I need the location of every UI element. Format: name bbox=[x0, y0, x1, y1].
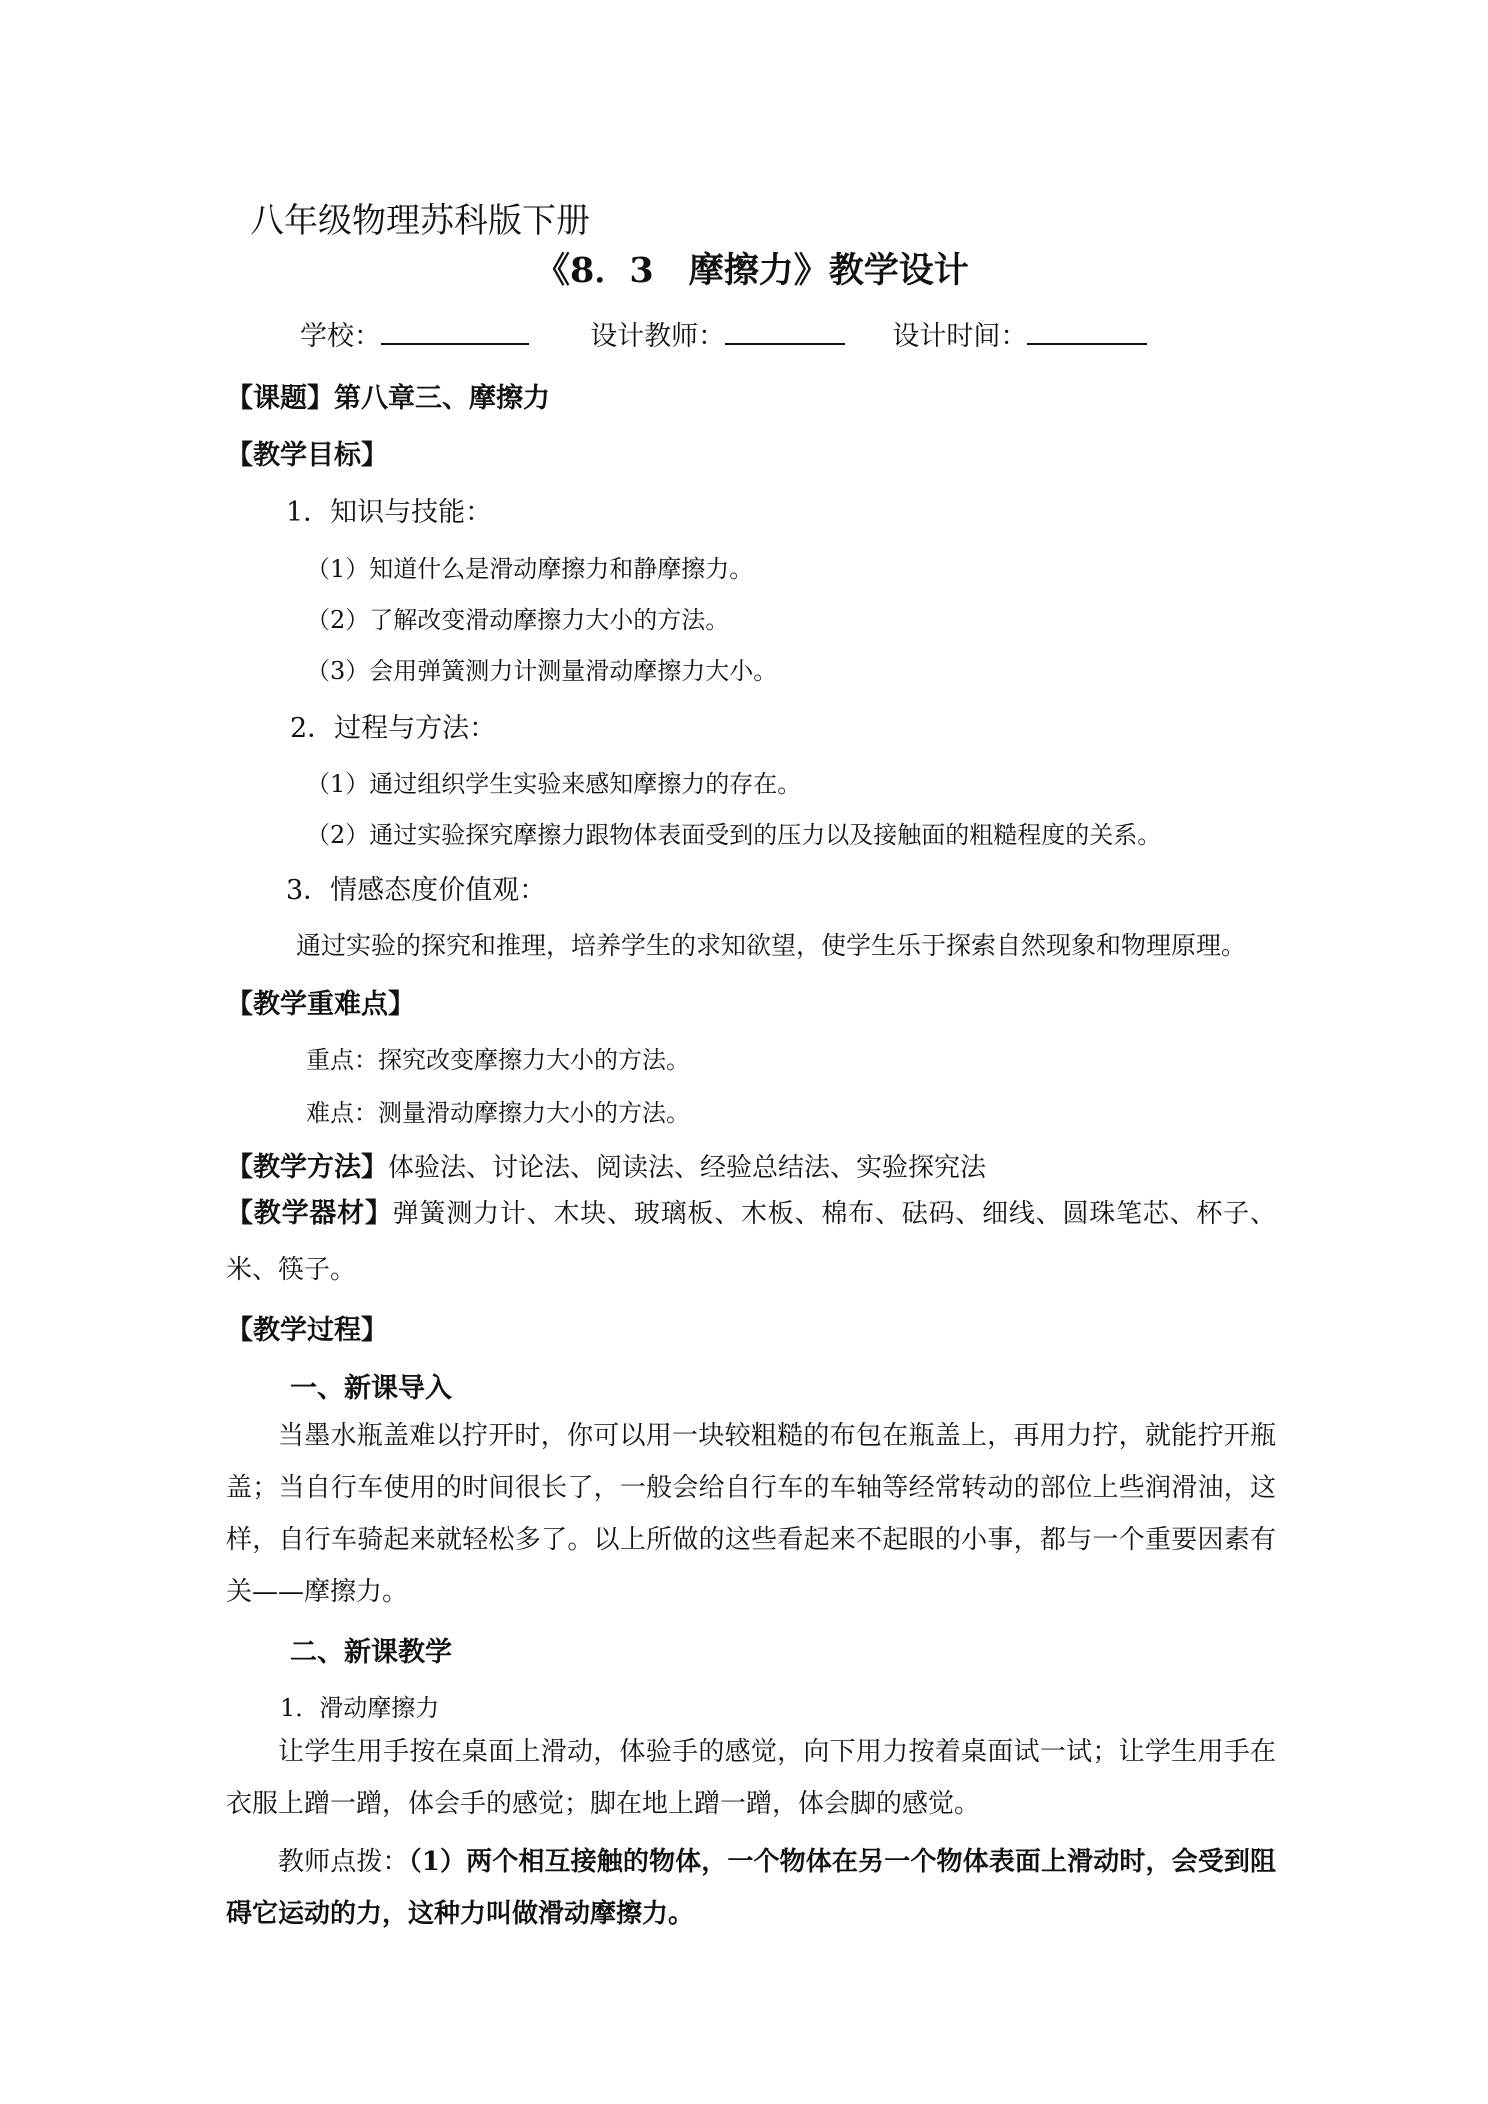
emotion-text: 通过实验的探究和推理，培养学生的求知欲望，使学生乐于探索自然现象和物理原理。 bbox=[296, 931, 1247, 960]
key-point: 重点：探究改变摩擦力大小的方法。 bbox=[306, 1046, 690, 1074]
materials-block bbox=[226, 1186, 1276, 1298]
topic-value: 第八章三、摩擦力 bbox=[334, 383, 550, 414]
document-title: 《8．3 摩擦力》教学设计 bbox=[535, 250, 969, 291]
knowledge-heading: 1．知识与技能： bbox=[286, 497, 493, 528]
process-item: （2）通过实验探究摩擦力跟物体表面受到的压力以及接触面的粗糙程度的关系。 bbox=[306, 821, 1162, 849]
difficult-point: 难点：测量滑动摩擦力大小的方法。 bbox=[306, 1099, 690, 1127]
sliding-friction-subheading: 1．滑动摩擦力 bbox=[280, 1694, 440, 1722]
methods-line bbox=[226, 1145, 986, 1184]
intro-paragraph: 当墨水瓶盖难以拧开时，你可以用一块较粗糙的布包在瓶盖上，再用力拧，就能拧开瓶盖；当自行车使用的时间很长了，一般会给自行车的车轴等经常转动的部位上些润滑油，这样，自行车骑起来就轻松多了。以上所做的这些看起来不起眼的小事，都与一个重要因素有关——摩擦力。 bbox=[226, 1421, 1276, 1607]
tip-label: 教师点拨： bbox=[278, 1847, 409, 1877]
materials-label: 【教学器材】 bbox=[226, 1198, 393, 1229]
teacher-blank bbox=[725, 315, 845, 345]
topic-line bbox=[226, 376, 550, 415]
knowledge-item: （3）会用弹簧测力计测量滑动摩擦力大小。 bbox=[306, 657, 778, 685]
knowledge-item: （1）知道什么是滑动摩擦力和静摩擦力。 bbox=[306, 555, 754, 583]
knowledge-item: （2）了解改变滑动摩擦力大小的方法。 bbox=[306, 606, 730, 634]
activity-paragraph: 让学生用手按在桌面上滑动，体验手的感觉，向下用力按着桌面试一试；让学生用手在衣服上蹭一蹭，体会手的感觉；脚在地上蹭一蹭，体会脚的感觉。 bbox=[226, 1737, 1276, 1819]
intro-heading: 一、新课导入 bbox=[290, 1373, 452, 1404]
emotion-heading: 3．情感态度价值观： bbox=[286, 875, 547, 906]
tip-text: （1）两个相互接触的物体，一个物体在另一个物体表面上滑动时，会受到阻碍它运动的力，这种力叫做滑动摩擦力。 bbox=[226, 1847, 1276, 1929]
process-section-heading: 【教学过程】 bbox=[226, 1315, 388, 1346]
process-item: （1）通过组织学生实验来感知摩擦力的存在。 bbox=[306, 770, 802, 798]
time-label: 设计时间： bbox=[892, 321, 1028, 352]
time-blank bbox=[1027, 315, 1147, 345]
methods-value: 体验法、讨论法、阅读法、经验总结法、实验探究法 bbox=[388, 1153, 987, 1183]
materials-value: 弹簧测力计、木块、玻璃板、木板、棉布、砝码、细线、圆珠笔芯、杯子、米、筷子。 bbox=[226, 1199, 1276, 1285]
process-heading: 2．过程与方法： bbox=[290, 713, 497, 744]
school-label: 学校： bbox=[300, 321, 381, 352]
objectives-heading: 【教学目标】 bbox=[226, 440, 388, 471]
teacher-label: 设计教师： bbox=[590, 321, 726, 352]
school-blank bbox=[381, 315, 529, 345]
key-points-heading: 【教学重难点】 bbox=[226, 989, 415, 1020]
methods-label: 【教学方法】 bbox=[226, 1152, 388, 1183]
info-line bbox=[300, 314, 1147, 353]
teacher-tip-paragraph bbox=[226, 1836, 1276, 1940]
grade-heading: 八年级物理苏科版下册 bbox=[250, 201, 590, 241]
topic-label: 【课题】 bbox=[226, 383, 334, 414]
teaching-heading: 二、新课教学 bbox=[290, 1637, 452, 1668]
